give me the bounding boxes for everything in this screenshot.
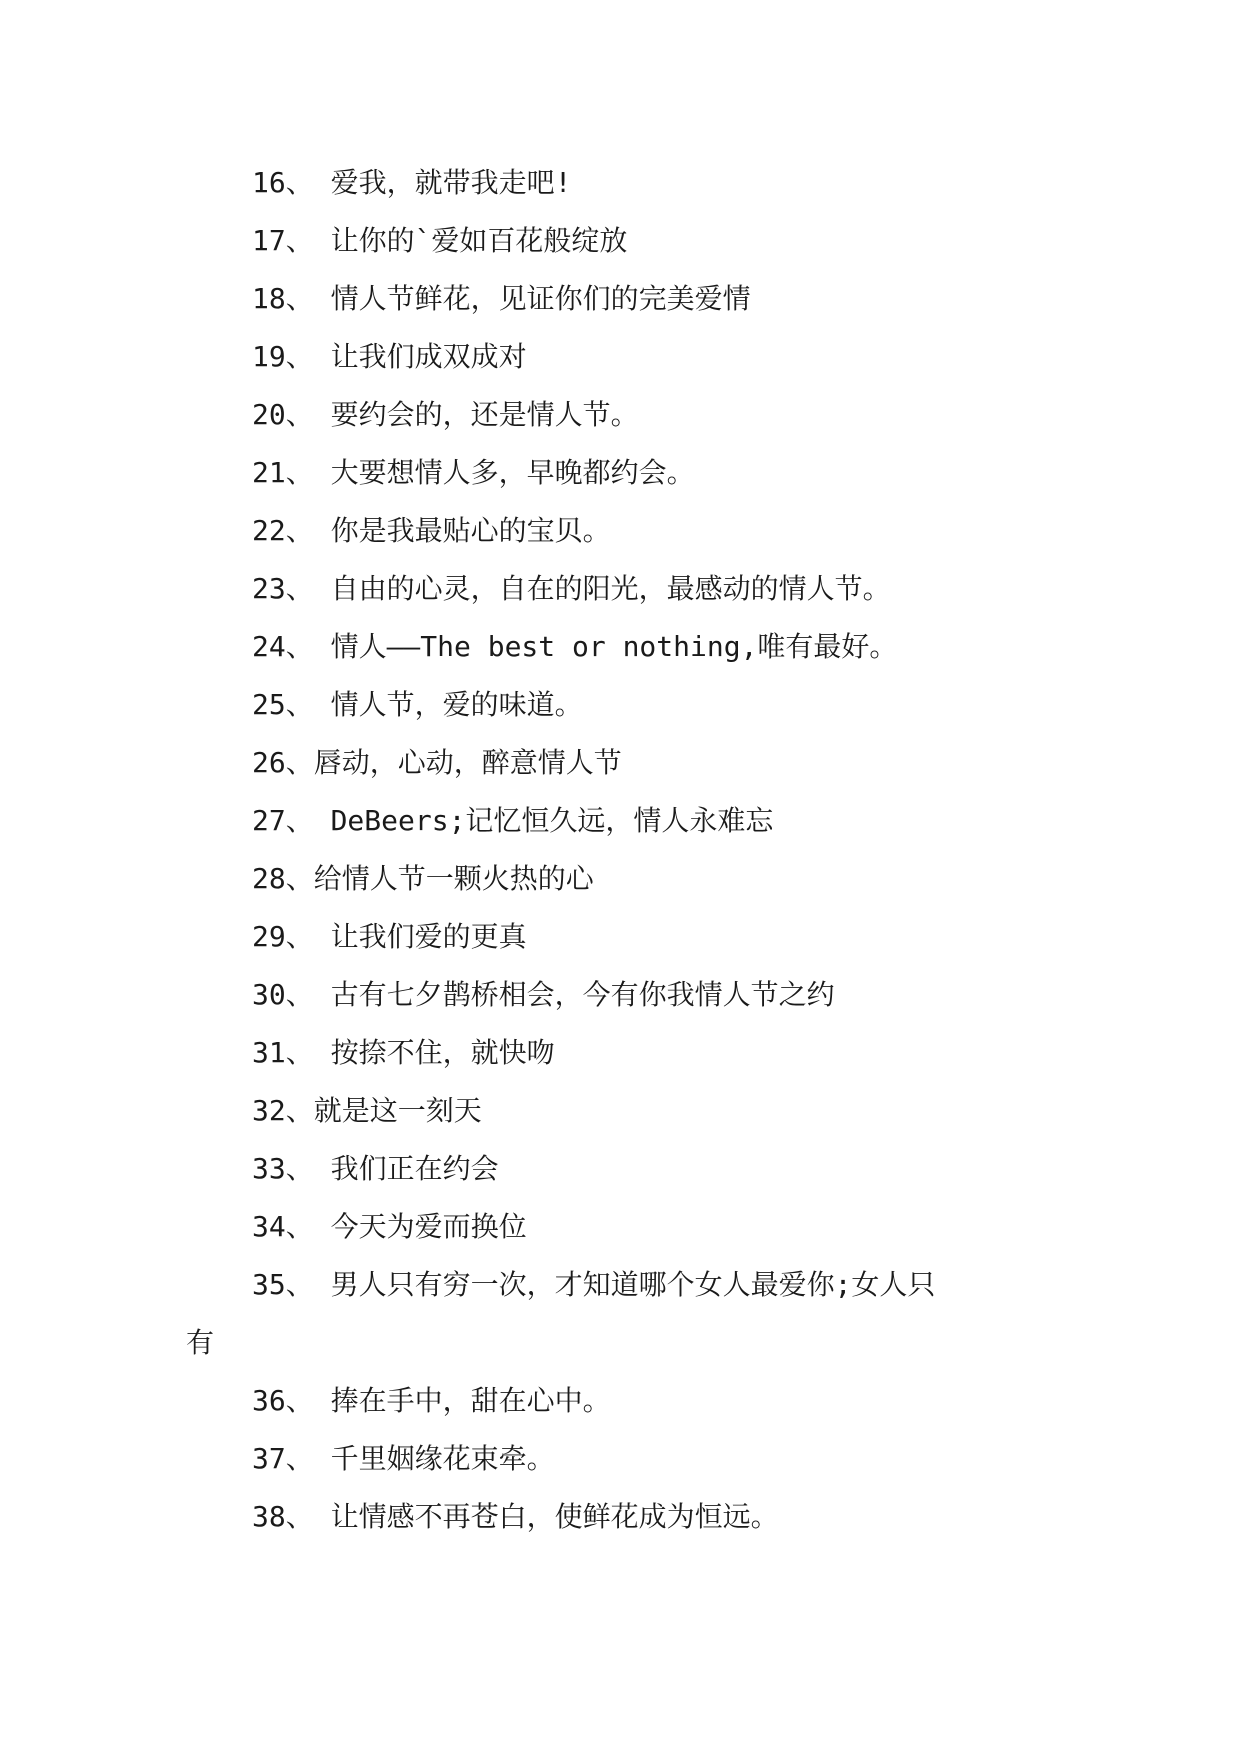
list-item-text: 22、 你是我最贴心的宝贝。 [252,514,611,547]
list-item-text: 21、 大要想情人多，早晚都约会。 [252,456,695,489]
list-item-text: 20、 要约会的，还是情人节。 [252,398,639,431]
list-item-text: 29、 让我们爱的更真 [252,920,527,953]
list-item-text: 24、 情人——The best or nothing,唯有最好。 [252,630,898,663]
list-item [0,800,1241,858]
list-item [0,1032,1241,1090]
list-item [0,974,1241,1032]
list-item-text: 25、 情人节，爱的味道。 [252,688,583,721]
list-item-text: 26、唇动，心动，醉意情人节 [252,746,622,779]
list-item [0,278,1241,336]
list-item-text: 18、 情人节鲜花，见证你们的完美爱情 [252,282,751,315]
list-item [0,858,1241,916]
list-item-text: 38、 让情感不再苍白，使鲜花成为恒远。 [252,1500,779,1533]
list-item-text: 36、 捧在手中，甜在心中。 [252,1384,611,1417]
list-item-text: 34、 今天为爱而换位 [252,1210,527,1243]
list-item [0,1380,1241,1438]
list-item-text: 有 [186,1326,215,1359]
list-item-text: 35、 男人只有穷一次，才知道哪个女人最爱你;女人只 [252,1268,936,1301]
slogan-list [0,162,1241,1554]
list-item-text: 30、 古有七夕鹊桥相会，今有你我情人节之约 [252,978,835,1011]
list-item [0,1090,1241,1148]
list-item-text: 16、 爱我，就带我走吧! [252,166,572,199]
list-item-text: 19、 让我们成双成对 [252,340,527,373]
list-item-text: 37、 千里姻缘花束牵。 [252,1442,555,1475]
list-item [0,626,1241,684]
list-item [0,1496,1241,1554]
list-item-text: 17、 让你的`爱如百花般绽放 [252,224,628,257]
list-item-text: 28、给情人节一颗火热的心 [252,862,594,895]
list-item-text: 33、 我们正在约会 [252,1152,499,1185]
list-item-text: 31、 按捺不住，就快吻 [252,1036,555,1069]
list-item-text: 32、就是这一刻天 [252,1094,482,1127]
list-item [0,1148,1241,1206]
list-item-text: 23、 自由的心灵，自在的阳光，最感动的情人节。 [252,572,891,605]
list-item-text: 27、 DeBeers;记忆恒久远，情人永难忘 [252,804,774,837]
list-item-continuation [0,1322,1241,1380]
list-item [0,452,1241,510]
